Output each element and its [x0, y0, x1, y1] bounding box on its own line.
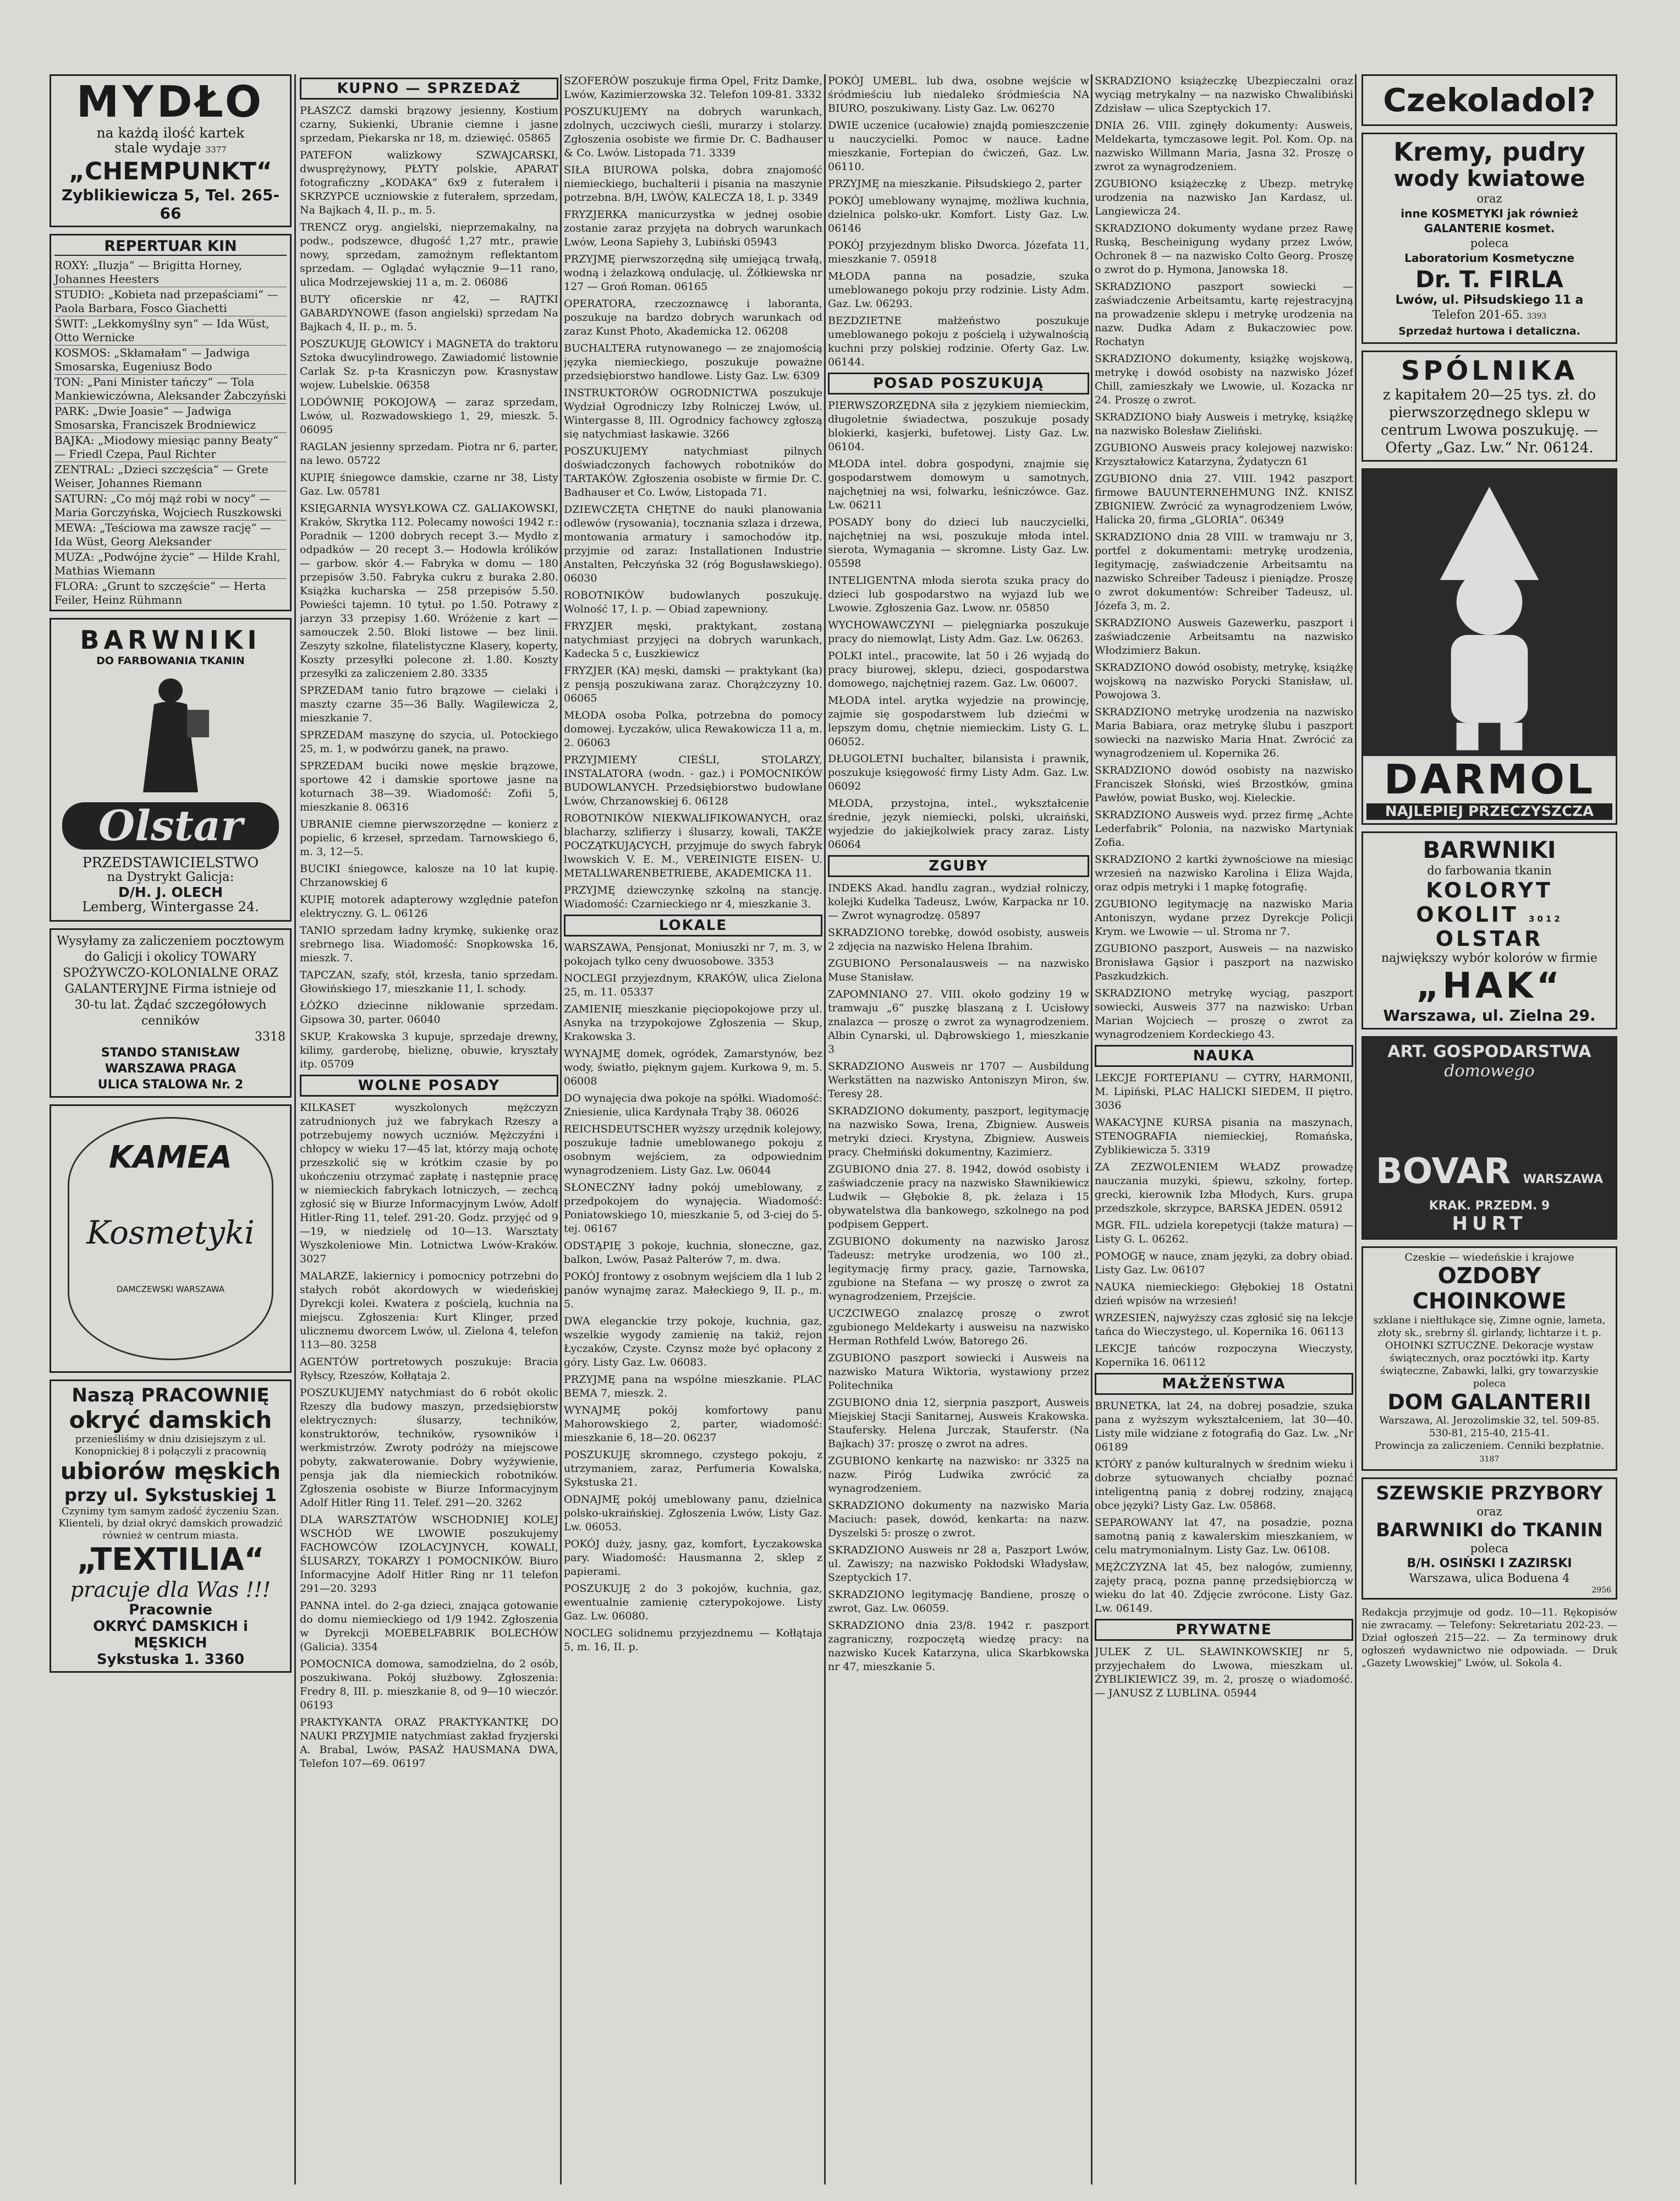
classified-ad: PRZYJMĘ na mieszkanie. Piłsudskiego 2, parter — [828, 178, 1082, 190]
bovar-hurt: HURT — [1452, 1213, 1527, 1235]
barwniki-olstar-ad — [50, 618, 292, 922]
repertuar-item: SATURN: „Co mój mąż robi w nocy“ — Maria Gorczyńska, Wojciech Ruszkowski — [54, 491, 287, 521]
column-6 — [1361, 74, 1617, 2184]
classified-ad: PRZYJMĘ pana na wspólne mieszkanie. PLAC BEMA 7, mieszk. 2. — [564, 1373, 822, 1399]
classified-ad: SKRADZIONO książeczkę Ubezpieczalni oraz wyciąg metrykalny — na nazwisko Chwalibiński Zdzisław — ulica Szeptyckich 17. — [1095, 75, 1353, 114]
classified-ad: PRZYJMĘ dziewczynkę szkolną na stancję. Wiadomość: Czarnieckiego nr 4, mieszkanie 3. — [564, 884, 822, 910]
olstar-brand: Olstar — [62, 802, 279, 850]
column-1 — [50, 74, 292, 2184]
classified-ad: MALARZE, lakiernicy i pomocnicy potrzebni do stałych robót akordowych w wiedeńskiej Dyrekcji kolei. Kwatera z pościelą, kuchnia na miejscu. Zgłoszenia: Kurt Klinger, przed ulicznemu dworcem Lwów, ul. Zielona 4, telefon 113—80. 3258 — [300, 1270, 558, 1351]
hak-brand: „HAK“ — [1416, 966, 1563, 1006]
classified-ad: DŁUGOLETNI buchalter, bilansista i prawnik, poszukuje księgowość firmy Listy Adm. Gaz. Lw. 06092 — [828, 753, 1089, 792]
classified-ad: MĘŻCZYZNA lat 45, bez nałogów, zumienny, zajęty pracą, pozna pannę przedsiębiorczą w wieku do lat 40. Zdjęcie zwrócone. Listy Gaz. Lw. 06149. — [1095, 1561, 1353, 1614]
szewskie-ad — [1361, 1477, 1617, 1600]
classified-ad: SKRADZIONO metrykę urodzenia na nazwisko Maria Babiara, oraz metrykę ślubu i paszport sowiecki na nazwisko Maria Hnat. Zwrócić za wynagrodzeniem ul. Kopernika 26. — [1095, 706, 1353, 759]
stando-number: 3318 — [255, 1030, 286, 1044]
classified-ad: OPERATORA, rzeczoznawcę i laboranta, poszukuje na bardzo dobrych warunkach od zaraz Kunst Photo, Akademicka 12. 06208 — [564, 298, 822, 337]
textilia-p2: OKRYĆ DAMSKICH i MĘSKICH — [93, 1618, 248, 1651]
classified-ad: MŁODA panna na posadzie, szuka umeblowanego pokoju przy rodzinie. Listy Adm. Gaz. Lw. 06293. — [828, 270, 1089, 310]
firla-line10: Sprzedaż hurtowa i detaliczna. — [1398, 325, 1580, 337]
classified-ad: DZIEWCZĘTA CHĘTNE do nauki planowania odlewów (rysowania), tocznania szlaza i drzewa, montowania armatury i samochodów itp. przyjmie od zaraz: Installationen Industrie Anstalten, Pełczyńska 32 (róg Bogusławskiego). 06030 — [564, 503, 822, 584]
classified-ad: ZAMIENIĘ mieszkanie pięciopokojowe przy ul. Asnyka na trzypokojowe Zgłoszenia — Skup, Krakowska 3. — [564, 1003, 822, 1043]
classified-ad: SEPAROWANY lat 47, na posadzie, pozna samotną panią z kawalerskim mieszkaniem, w celu matrymonialnym. Listy Gaz. Lw. 06108. — [1095, 1516, 1353, 1556]
kamea-title: KAMEA — [108, 1140, 233, 1175]
classified-ad: WYCHOWAWCZYNI — pielęgniarka poszukuje pracy do niemowląt, Listy Adm. Gaz. Lw. 06263. — [828, 619, 1089, 645]
textilia-slogan: pracuje dla Was !!! — [70, 1578, 271, 1602]
repertuar-item: TON: „Pani Minister tańczy“ — Tola Mankiewiczówna, Aleksander Żabczyński — [54, 375, 287, 404]
textilia-line2: okryć damskich — [69, 1406, 272, 1433]
classified-ad: WRZESIEŃ, najwyższy czas zgłosić się na lekcje tańca do Wieczystego, ul. Kopernika 16. 06113 — [1095, 1312, 1353, 1338]
dom-galanterii-ad — [1361, 1246, 1617, 1471]
classified-ad: POKÓJ duży, jasny, gaz, komfort, Łyczakowska pary. Wiadomość: Hausmanna 2, sklep z papierami. — [564, 1538, 822, 1578]
stando-text: Wysyłamy za zaliczeniem pocztowym do Galicji i okolicy TOWARY SPOŻYWCZO-KOLONIALNE ORAZ GALANTERYJNE Firma istnieje od 30-tu lat. Żądać szczegółowych cenników — [57, 934, 284, 1028]
repertuar-item: ROXY: „Iluzja“ — Brigitta Horney, Johannes Heesters — [54, 258, 287, 287]
firla-line1: Kremy, pudry — [1393, 137, 1585, 167]
classified-ad: NOCLEG solidnemu przyjezdnemu — Kołłątaja 5, m. 16, II. p. — [564, 1627, 822, 1653]
classified-ad: SKRADZIONO legitymację Bandiene, proszę o zwrot, Gaz. Lw. 06059. — [828, 1589, 1089, 1614]
bovar-address: KRAK. PRZEDM. 9 — [1429, 1199, 1550, 1213]
classified-ad: BRUNETKA, lat 24, na dobrej posadzie, szuka pana z wyższym wykształceniem, lat 30—40. Listy mile widziane z fotografią do Gaz. Lw. „Nr 06189 — [1095, 1400, 1353, 1453]
bovar-line1: ART. GOSPODARSTWA — [1387, 1042, 1591, 1061]
kamea-script: Kosmetyki — [86, 1214, 255, 1251]
classified-ad: BUCHALTERA rutynowanego — ze znajomością języka niemieckiego, poszukuje poważne przedsiębiorstwo handlowe. Listy Gaz. Lw. 6309 — [564, 342, 822, 382]
hak-number: 3012 — [1529, 914, 1563, 924]
bovar-line2: domowego — [1444, 1061, 1535, 1081]
section-heading-kupno: KUPNO — SPRZEDAŻ — [300, 78, 558, 100]
classified-ad: WAKACYJNE KURSA pisania na maszynach, STENOGRAFIA niemieckiej, Romańska, Zyblikiewicza 5. 3319 — [1095, 1116, 1353, 1156]
classified-ad: SPRZEDAM buciki nowe męskie brązowe, sportowe 42 i damskie sportowe jasne na koturnach 38—39. Wiadomość: Zofii 5, mieszkanie 8. 06316 — [300, 760, 558, 813]
classified-ad: MŁODA, przystojna, intel., wykształcenie średnie, język niemiecki, polski, ukraiński, wyjedzie do jakiejkolwiek pracy zaraz. Listy 06064 — [828, 797, 1089, 851]
hak-line5: OLSTAR — [1435, 927, 1544, 951]
section-heading-posad-poszukuja: POSAD POSZUKUJĄ — [828, 373, 1089, 395]
classified-ad: PANNA intel. do 2-ga dzieci, znająca gotowanie do domu niemieckiego od 1/9 1942. Zgłoszenia w Dyrekcji MOEBELFABRIK BOLECHÓW (Galicia). 3354 — [300, 1600, 558, 1653]
firla-line4: inne KOSMETYKI jak również GALANTERIE kosmet. — [1401, 207, 1578, 235]
section-heading-malzenstwa: MAŁŻEŃSTWA — [1095, 1373, 1353, 1395]
classified-ad: UBRANIE ciemne pierwszorzędne — konierz z popielic, 6 krzeseł, sprzedam. Tarnowskiego 6, m. 3, 12—5. — [300, 818, 558, 858]
classified-ad: SKRADZIONO Ausweis nr 1707 — Ausbildung Werkstätten na nazwisko Antoniszyn Miron, św. Teresy 28. — [828, 1060, 1089, 1100]
classified-ad: PRZYJMIEMY CIEŚLI, STOLARZY, INSTALATORA (wodn. - gaz.) i POMOCNIKÓW BUDOWLANYCH. Przedsiębiorstwo budowlane Lwów, Chrzanowskiej 6. 06128 — [564, 754, 822, 807]
classified-ad: ZGUBIONO dokumenty na nazwisko Jarosz Tadeusz: metryke urodzenia, wo 100 zł., legitymację firmy pracy, gazie, Tarnowska, zgubione na Stefana — wy proszę o zwrot za wynagrodzeniem, Przejście. — [828, 1235, 1089, 1302]
classified-ad: SKRADZIONO dokumenty na nazwisko Maria Maciuch: pasek, dowód, kenkarta: na nazw. Dyszelski 5: proszę o zwrot. — [828, 1499, 1089, 1539]
textilia-number: 3360 — [204, 1651, 245, 1668]
section-heading-prywatne: PRYWATNE — [1095, 1619, 1353, 1641]
classified-ad: FRYZJERKA manicurzystka w jednej osobie zostanie zaraz przyjęta na dobrych warunkach Lwów, Leona Sapiehy 3, Lubiński 05943 — [564, 209, 822, 248]
olstar-line2: na Dystrykt Galicja: — [107, 870, 234, 884]
column-rule — [294, 74, 296, 2184]
classified-ad: SKRADZIONO Ausweis nr 28 a, Paszport Lwów, ul. Zawiszy; na nazwisko Pokłodski Władysław, Szeptyckich 17. — [828, 1544, 1089, 1584]
section-heading-nauka: NAUKA — [1095, 1045, 1353, 1067]
classified-ad: SKRADZIONO dnia 28 VIII. w tramwaju nr 3, portfel z dokumentami: metrykę urodzenia, legitymację, zaświadczenie Arbeitsamtu na nazwisko Schreiber Tadeusz i pieniądze. Proszę o zwrot dokumentów: Schreiber Tadeusz, ul. Józefa 3, m. 2. — [1095, 531, 1353, 612]
classified-ad: LEKCJE FORTEPIANU — CYTRY, HARMONII, M. Lipiński, PLAC HALICKI SIEDEM, II piętro. 3036 — [1095, 1072, 1353, 1112]
classified-ad: DNIA 26. VIII. zginęły dokumenty: Ausweis, Meldekarta, tymczasowe legit. Pol. Kom. Op. na nazwisko Willmann Maria, Jasna 32. Proszę o zwrot za wynagrodzeniem. — [1095, 119, 1353, 173]
szewskie-line3: BARWNIKI do TKANIN — [1376, 1519, 1603, 1541]
classified-ad: RAGLAN jesienny sprzedam. Piotra nr 6, parter, na lewo. 05722 — [300, 441, 558, 467]
firla-ad — [1361, 133, 1617, 344]
classified-ad: ROBOTNIKÓW NIEKWALIFIKOWANYCH, oraz blacharzy, szlifierzy i ślusarzy, kowali, TAKŻE POCZĄTKUJĄCYCH, przyjmuje do swych fabryk lwowskich V. E. M., VEREINIGTE EISEN- U. METALLWARENBETRIEBE, AKADEMICKA 11. — [564, 812, 822, 879]
repertuar-item: MUZA: „Podwójne życie“ — Hilde Krahl, Mathias Wiemann — [54, 550, 287, 579]
classified-ad: PRZYJMĘ pierwszorzędną siłę umiejącą trwałą, wodną i żelazkową ondulację, ul. Żółkiewska nr 127 — Groń Roman. 06165 — [564, 253, 822, 293]
classified-ad: LEKCJE tańców rozpoczyna Wieczysty, Kopernika 16. 06112 — [1095, 1343, 1353, 1368]
classified-ad: PRAKTYKANTA ORAZ PRAKTYKANTKĘ DO NAUKI PRZYJMIE natychmiast zakład fryzjerski A. Brabal, Lwów, PASAŻ HAUSMANA DWA, Telefon 107—69. 06197 — [300, 1716, 558, 1770]
darmol-brand: DARMOL — [1383, 756, 1595, 803]
classified-ad: POSZUKUJEMY natychmiast do 6 robót okolic Rzeszy dla budowy maszyn, przedsiębiorstw elektrycznych: ślusarzy, techników, konstruktorów, techników, rysowników i werkmistrzów. Zwroty podróży na miejscowe pobyty, zakwaterowanie. Dobry wyżywienie, pensja jak dla niemieckich robotników. Zgłoszenia osobiste w Biurze Informacyjnym Adolf Hitler Ring 11. Telef. 291—20. 3262 — [300, 1387, 558, 1509]
classified-ad: POMOCNICA domowa, samodzielna, do 2 osób, poszukiwana. Pokój służbowy. Zgłoszenia: Fredry 8, III. p. mieszkanie 8, od 9—10 wieczór. 06193 — [300, 1658, 558, 1711]
section-heading-lokale: LOKALE — [564, 915, 822, 937]
firla-line6: Laboratorium Kosmetyczne — [1404, 251, 1574, 265]
classified-ad: POKÓJ przyjezdnym blisko Dworca. Józefata 11, mieszkanie 7. 05918 — [828, 239, 1089, 265]
column-rule — [1091, 74, 1092, 2184]
classified-ad: KUPIĘ motorek adapterowy względnie patefon elektryczny. G. L. 06126 — [300, 894, 558, 919]
spolnika-text: z kapitałem 20—25 tys. zł. do pierwszorzędnego sklepu w centrum Lwowa poszukuję. — Oferty „Gaz. Lw.“ Nr. 06124. — [1381, 387, 1598, 456]
repertuar-box — [50, 234, 292, 611]
firla-line7: Dr. T. FIRLA — [1415, 266, 1563, 293]
ozdoby-number: 3187 — [1479, 1455, 1500, 1464]
mydlo-brand: „CHEMPUNKT“ — [69, 157, 272, 185]
column-5 — [1095, 74, 1353, 2184]
classified-ad: BUCIKI śniegowce, kalosze na 10 lat kupię. Chrzanowskiej 6 — [300, 863, 558, 889]
classified-ad: POSZUKUJĘ 2 do 3 pokojów, kuchnia, gaz, ewentualnie zamienię czterypokojowe. Listy Gaz. Lw. 06080. — [564, 1583, 822, 1622]
bovar-city: WARSZAWA — [1523, 1173, 1604, 1186]
classified-ad: ZGUBIONO legitymację na nazwisko Maria Antoniszyn, wydane przez Dyrekcje Policji Krym. we Lwowie — ul. Stroma nr 7. — [1095, 898, 1353, 938]
classified-ad: POSZUKUJĘ skromnego, czystego pokoju, z utrzymaniem, zaraz, Perfumeria Kowalska, Sykstuska 21. — [564, 1449, 822, 1488]
classified-ad: SKUP, Krakowska 3 kupuje, sprzedaje drewny, kilimy, garderobę, bieliznę, obuwie, kryształy itp. 05709 — [300, 1031, 558, 1070]
classified-ad: ZGUBIONO paszport, Ausweis — na nazwisko Bronisława Gąsior i paszport na nazwisko Paszkudzkich. — [1095, 943, 1353, 982]
textilia-line5: przy ul. Sykstuskiej 1 — [64, 1485, 277, 1505]
section-heading-wolne-posady: WOLNE POSADY — [300, 1075, 558, 1097]
classified-ad: SPRZEDAM tanio futro brązowe — cielaki i maszty czarne 35—36 Bally. Wagilewicza 2, mieszkanie 7. — [300, 685, 558, 724]
hak-address: Warszawa, ul. Zielna 29. — [1383, 1006, 1596, 1025]
hak-line4: OKOLIT — [1416, 902, 1519, 927]
classified-ad: SKRADZIONO dokumenty wydane przez Rawę Ruską, Bescheinigung wydany przez Lwów, Ochronek 8 — na nazwisko Colto Georg. Proszę o zwrot do p. Hymona, Janowska 18. — [1095, 222, 1353, 276]
classified-ad: SIŁA BIUROWA polska, dobra znajomość niemieckiego, buchalterii i pisania na maszynie potrzebna. B/H, LWÓW, KALECZA 18, I. p. 3349 — [564, 164, 822, 204]
classified-ad: SKRADZIONO torebkę, dowód osobisty, ausweis 2 zdjęcia na nazwisko Helena Ibrahim. — [828, 927, 1089, 952]
barwniki-subtitle: DO FARBOWANIA TKANIN — [96, 655, 245, 667]
mydlo-line1: na każdą ilość kartek — [96, 125, 245, 141]
classified-ad: FRYZJER (KA) męski, damski — praktykant (ka) z pensją poszukiwana zaraz. Chorążczyzny 10. 06065 — [564, 665, 822, 704]
repertuar-item: FLORA: „Grunt to szczęście“ — Herta Feiler, Heinz Rühmann — [54, 579, 266, 606]
repertuar-item: ŚWIT: „Lekkomyślny syn“ — Ida Wüst, Otto Wernicke — [54, 316, 287, 346]
textilia-line3: przenieśliśmy w dniu dzisiejszym z ul. Konopnickiej 8 i połączyli z pracownią — [74, 1433, 267, 1457]
classified-ad: UCZCIWEGO znalazcę proszę o zwrot zgubionego Meldekarty i ausweisu na nazwisko Herman Rothfeld Lwów, Batorego 26. — [828, 1307, 1089, 1347]
textilia-brand: „TEXTILIA“ — [76, 1542, 265, 1578]
mydlo-address: Zyblikiewicza 5, Tel. 265-66 — [61, 186, 280, 222]
classified-ad: WYNAJMĘ domek, ogródek, Zamarstynów, bez wody, światło, pięknym gajem. Kurkowa 9, m. 5. 06008 — [564, 1048, 822, 1087]
firla-line5: poleca — [1470, 237, 1509, 250]
repertuar-item: BAJKA: „Miodowy miesiąc panny Beaty“ — Friedl Czepa, Paul Richter — [54, 433, 287, 462]
classified-ad: LODÓWNIĘ POKOJOWĄ — zaraz sprzedam, Lwów, ul. Rozwadowskiego 1, 29, mieszk. 5. 06095 — [300, 396, 558, 436]
kamea-band: DAMCZEWSKI WARSZAWA — [116, 1284, 225, 1294]
classified-ad: ODNAJMĘ pokój umeblowany panu, dzielnica polsko-ukraińskiej. Zgłoszenia Lwów, Listy Gaz. Lw. 06053. — [564, 1493, 822, 1533]
classified-ad: ZGUBIONO książeczkę z Ubezp. metrykę urodzenia na nazwisko Jan Kardasz, ul. Langiewicza 24. — [1095, 178, 1353, 217]
firla-line9: Telefon 201-65. — [1432, 308, 1523, 321]
column-rule — [824, 74, 826, 2184]
darmol-ad — [1361, 468, 1617, 825]
ozdoby-address: Warszawa, Al. Jerozolimskie 32, tel. 509-85. 530-81, 215-40, 215-41. — [1379, 1415, 1600, 1439]
repertuar-item: ZENTRAL: „Dzieci szczęścia“ — Grete Weiser, Johannes Riemann — [54, 462, 287, 491]
classified-ad: SKRADZIONO dnia 23/8. 1942 r. paszport zagraniczny, rozpoczętą wiedzę pracy: na nazwisko Kucek Katarzyna, ulica Skarbkowska nr 47, mieszkanie 5. — [828, 1619, 1089, 1673]
classified-ad: PŁASZCZ damski brązowy jesienny, Kostium czarny, Sukienki, Ubranie ciemne i jasne sprzedam, Piekarska nr 18, m. dziewięć. 05865 — [300, 105, 558, 144]
classified-ad: DO wynajęcia dwa pokoje na spółki. Wiadomość: Zniesienie, ulica Kardynała Trąby 38. 06026 — [564, 1092, 822, 1118]
textilia-line6: Czynimy tym samym zadość życzeniu Szan. Klienteli, by dział okryć damskich prowadzić również w centrum miasta. — [58, 1505, 283, 1541]
lady-figure-icon — [116, 671, 226, 798]
firla-line3: oraz — [1476, 192, 1502, 205]
classified-ad: SKRADZIONO metrykę wyciąg, paszport sowiecki, Ausweis 377 na nazwisko: Urban Marian Wojciech — proszę o zwrot za wynagrodzeniem Kordeckiego 43. — [1095, 987, 1353, 1041]
classified-ad: SZOFERÓW poszukuje firma Opel, Fritz Damke, Lwów, Kazimierzowska 32. Telefon 109-81. 3332 — [564, 75, 822, 101]
classified-ad: KTÓRY z panów kulturalnych w średnim wieku i dobrze sytuowanych chciałby poznać inteligentną panią z dobrej rodziny, znającą obce języki? Listy Gaz. Lw. 05868. — [1095, 1458, 1353, 1512]
classified-ad: JULEK Z UL. SŁAWINKOWSKIEJ nr 5, przyjechałem do Lwowa, mieszkam ul. ŻYBLIKIEWICZ 39, m. 2, proszę o wiadomość. — JANUSZ Z LUBLINA. 05944 — [1095, 1646, 1353, 1699]
darmol-slogan: NAJLEPIEJ PRZECZYSZCZA — [1366, 803, 1612, 820]
classified-ad: MŁODA osoba Polka, potrzebna do pomocy domowej. Łyczaków, ulica Rewakowicza 11 a, m. 2. 06063 — [564, 709, 822, 749]
classified-ad: BUTY oficerskie nr 42, — RAJTKI GABARDYNOWE (fason angielski) sprzedam Na Bajkach 4, II. p., m. 5. — [300, 293, 558, 333]
classified-ad: SŁONECZNY ładny pokój umeblowany, z przedpokojem do wynajęcia. Wiadomość: Poniatowskiego 10, mieszkanie 5, od 3-ciej do 5-tej. 06167 — [564, 1181, 822, 1235]
classified-ad: POKÓJ frontowy z osobnym wejściem dla 1 lub 2 panów wynajmę zaraz. Małeckiego 9, II. p., m. 5. — [564, 1271, 822, 1310]
classified-ad: REICHSDEUTSCHER wyższy urzędnik kolejowy, poszukuje ładnie umeblowanego pokoju z osobnym wejściem, za odpowiednim wynagrodzeniem. Listy Gaz. Lw. 06044 — [564, 1123, 822, 1176]
classified-ad: PIERWSZORZĘDNA siła z językiem niemieckim, długoletnie świadectwa, poszukuje posady blokierki, kasjerki, bufetowej. Listy Gaz. Lw. 06104. — [828, 399, 1089, 453]
column-2 — [300, 74, 558, 2184]
textilia-line1: Naszą PRACOWNIĘ — [72, 1384, 270, 1406]
firla-line8: Lwów, ul. Piłsudskiego 11 a — [1395, 293, 1584, 307]
classified-ad: DWA eleganckie trzy pokoje, kuchnia, gaz, wszelkie wygody zamienię na takiż, rejon Łyczaków, Czyste. Czynsz może być opłacony z góry. Listy Gaz. Lw. 06083. — [564, 1315, 822, 1368]
classified-ad: INTELIGENTNA młoda sierota szuka pracy do dzieci lub gospodarstwo na wyjazd lub we Lwowie. Zgłoszenia Gaz. Lwow. nr. 05850 — [828, 574, 1089, 614]
classified-ad: POSADY bony do dzieci lub nauczycielki, najchętniej na wsi, poszukuje młoda intel. sierota, Wymagania — skromne. Listy Gaz. Lw. 05598 — [828, 516, 1089, 570]
classified-ad: DWIE uczenice (ucałowie) znajdą pomieszczenie u nauczycielki. Pomoc w nauce. Ładne mieszkanie, Fortepian do ćwiczeń, Gaz. Lw. 06110. — [828, 119, 1089, 173]
ozdoby-brand: DOM GALANTERII — [1387, 1390, 1591, 1414]
classified-ad: INSTRUKTORÓW OGRODNICTWA poszukuje Wydział Ogrodniczy Izby Rolniczej Lwów, ul. Wintergasse 8, III. Ogrodnicy fachowcy zgłoszą się natychmiast łaskawie. 3266 — [564, 387, 822, 440]
hak-line2: do farbowania tkanin — [1427, 864, 1552, 877]
mydlo-title: MYDŁO — [76, 78, 265, 127]
hak-line1: BARWNIKI — [1423, 836, 1556, 863]
classified-ad: ZGUBIONO dnia 12, sierpnia paszport, Ausweis Miejskiej Stacji Sanitarnej, Ausweis Krakowska. Staufersky. Helena Jurczak, Stauferstr. (Na Bajkach) 37: proszę o zwrot na adres. — [828, 1397, 1089, 1450]
stando-sig2: WARSZAWA PRAGA — [105, 1062, 237, 1076]
classified-ad: BEZDZIETNE małżeństwo poszukuje umeblowanego pokoju z pościelą i używalnością kuchni przy polskiej rodzinie. Oferty Gaz. Lw. 06144. — [828, 315, 1089, 368]
classified-ad: WYNAJMĘ pokój komfortowy panu Mahorowskiego 2, parter, wiadomość: mieszkanie 6, 18—20. 06237 — [564, 1404, 822, 1444]
czekoladol-ad: Czekoladol? — [1361, 74, 1617, 126]
column-rule — [560, 74, 562, 2184]
hak-line3: KOLORYT — [1426, 878, 1553, 902]
ozdoby-line3: szklane i niełtłukące się, Zimne ognie, lameta, złoty sk., srebrny śl. girlandy, lichtarze i t. p. OHOINKI SZTUCZNE. Dekoracje wystaw świątecznych, oraz pocztówki itp. Karty świąteczne, Zabawki, lalki, gry towarzyskie poleca — [1373, 1315, 1606, 1389]
stando-sig3: ULICA STALOWA Nr. 2 — [97, 1078, 244, 1092]
column-rule — [1355, 74, 1357, 2184]
stando-ad — [50, 928, 292, 1098]
classified-ad: ZGUBIONO kenkartę na nazwisko: nr 3325 na nazw. Piróg Ludwika zwrócić za wynagrodzeniem. — [828, 1455, 1089, 1494]
olstar-line4: Lemberg, Wintergasse 24. — [82, 899, 259, 915]
classified-ad: POMOGĘ w nauce, znam języki, za dobry obiad. Listy Gaz. Lw. 06107 — [1095, 1250, 1353, 1276]
szewskie-line2: oraz — [1476, 1505, 1502, 1518]
szewskie-number: 2956 — [1591, 1586, 1611, 1595]
mydlo-ad — [50, 74, 292, 227]
ozdoby-line2: OZDOBY CHOINKOWE — [1412, 1263, 1567, 1314]
szewskie-line6: Warszawa, ulica Boduena 4 — [1409, 1572, 1570, 1585]
column-4 — [828, 74, 1089, 2184]
olstar-line1: PRZEDSTAWICIELSTWO — [82, 855, 259, 870]
stando-sig1: STANDO STANISŁAW — [101, 1046, 240, 1060]
column-3 — [564, 74, 822, 2184]
repertuar-item: MEWA: „Teściowa ma zawsze rację“ — Ida Wüst, Georg Aleksander — [54, 521, 287, 550]
classified-ad: NAUKA niemieckiego: Głębokiej 18 Ostatni dzień wpisów na wrzesień! — [1095, 1281, 1353, 1307]
classified-ad: ŁÓŻKO dziecinne niklowanie sprzedam. Gipsowa 30, parter. 06040 — [300, 1000, 558, 1026]
firla-line2: wody kwiatowe — [1393, 166, 1585, 191]
classified-ad: KILKASET wyszkolonych mężczyzn zatrudnionych już we fabrykach Rzeszy a potrzebujemy nowych uczniów. Mężczyźni i chłopcy w wieku 17—45 lat, którzy mają ochotę przeszkolić się w krótkim czasie by po ukończeniu otrzymać zapłatę i następnie pracę w niemieckich fabrykach lotniczych, — zechcą zgłosić się w Biurze Informacyjnym Lwów, Adolf Hitler-Ring 11, telef. 291-20. Godz. przyjęć od 9—19, w niedzielę od 10—13. Warsztaty Wyszkoleniowe Min. Lotnictwa Lwów-Kraków. 3027 — [300, 1102, 558, 1265]
classified-ad: SKRADZIONO Ausweis wyd. przez firmę „Achte Lederfabrik“ Polonia, na nazwisko Martyniak Zofia. — [1095, 809, 1353, 848]
redakcja-note: Redakcja przyjmuje od godz. 10—11. Rękopisów nie zwracamy. — Telefony: Sekretariatu 202-23. — Dział ogłoszeń 215—22. — Za terminowy druk ogłoszeń wydawnictwo nie odpowiada. — Druk „Gazety Lwowskiej“ Lwów, ul. Sokola 4. — [1361, 1607, 1617, 1669]
classified-ad: POLKI intel., pracowite, lat 50 i 26 wyjadą do pracy biurowej, sklepu, dzieci, gospodarstwa domowego, najchętniej razem. Gaz. Lw. 06007. — [828, 650, 1089, 689]
classified-ad: POKÓJ UMEBL. lub dwa, osobne wejście w śródmieściu lub niedaleko śródmieścia NA BIURO, poszukiwany. Listy Gaz. Lw. 06270 — [828, 75, 1089, 114]
kamea-ad — [50, 1104, 292, 1373]
classified-ad: ZGUBIONO Ausweis pracy kolejowej nazwisko: Krzyształowicz Katarzyna, Żydatyczn 61 — [1095, 442, 1353, 468]
lady-figure-illustration — [116, 671, 226, 798]
classified-ad: INDEKS Akad. handlu zagran., wydział rolniczy, kolejki Kudelka Tadeusz, Lwów, Karpacka nr 10. — Zwrot wynagrodzę. 05897 — [828, 882, 1089, 922]
classified-ad: SKRADZIONO dokumenty, paszport, legitymację na nazwisko Sowa, Irena, Zbigniew. Ausweis metryki dzieci. Krystyna, Zbigniew. Ausweis pracy. Chełmiński dokumentny, Kazimierz. — [828, 1105, 1089, 1158]
classified-ad: SPRZEDAM maszynę do szycia, ul. Potockiego 25, m. 1, w podwórzu ganek, na prawo. — [300, 729, 558, 755]
classified-ad: AGENTÓW portretowych poszukuje: Bracia Ryłscy, Rzeszów, Kołłątaja 2. — [300, 1356, 558, 1382]
classified-ad: POSZUKUJĘ GŁOWICY i MAGNETA do traktoru Sztoka dwucylindrowego. Zawiadomić listownie Carlak Sz. p-ta Krasniczyn pow. Krasnystaw wojew. Lubelskie. 06358 — [300, 338, 558, 391]
bovar-household-illustration — [1363, 1081, 1616, 1152]
classified-ad: SKRADZIONO dowód osobisty na nazwisko Franciszek Słoński, wieś Brzostków, gmina Pawłów, powiat Busko, woj. Kieleckie. — [1095, 764, 1353, 804]
repertuar-item: STUDIO: „Kobieta nad przepaściami“ — Paola Barbara, Fosco Giachetti — [54, 287, 287, 316]
classified-ad: ZGUBIONO dnia 27. 8. 1942, dowód osobisty i zaświadczenie pracy na nazwisko Sławnikiewicz Ludwik — Głębokie 8, pk. żelaza i 15 obywatelstwa dla bankowego, szkolnego na pod podpisem Geppert. — [828, 1163, 1089, 1230]
classified-ad: SKRADZIONO dowód osobisty, metrykę, książkę wojskową na nazwisko Porycki Stanisław, ul. Powojowa 3. — [1095, 661, 1353, 701]
classified-ad: ODSTĄPIĘ 3 pokoje, kuchnia, słoneczne, gaz, balkon, Lwów, Pasaż Palterów 7, m. dwa. — [564, 1240, 822, 1266]
darmol-gnome-illustration — [1363, 470, 1616, 756]
mydlo-number: 3377 — [205, 145, 227, 155]
ozdoby-note: Prowincja za zaliczeniem. Cenniki bezpłatnie. — [1374, 1440, 1605, 1452]
gnome-icon — [1363, 470, 1616, 756]
repertuar-title: REPERTUAR KIN — [54, 238, 287, 256]
classified-ad: TANIO sprzedam ładny krymkę, sukienkę oraz srebrnego lisa. Wiadomość: Snopkowska 16, mieszk. 7. — [300, 924, 558, 964]
bovar-ad — [1361, 1036, 1617, 1240]
classified-ad: TAPCZAN, szafy, stół, krzesła, tanio sprzedam. Głowińskiego 17, mieszkanie 11, I. schody. — [300, 969, 558, 995]
barwniki-arc-title: BARWNIKI — [80, 625, 261, 655]
bovar-brand: BOVAR — [1375, 1151, 1511, 1192]
classified-ad: KSIĘGARNIA WYSYŁKOWA CZ. GALIAKOWSKI, Kraków, Skrytka 112. Polecamy nowości 1942 r.: Poradnik — 1200 dobrych recept 3.— Mydło z odpadków — 20 recept 3.— Hodowla królików — garbow. skór 4.— Fabryka w domu — 180 przepisów 3.50. Fabryka cukru z buraka 2.80. Książka kucharska — 258 przepisów 5.50. Powieści tajemn. 10 tytuł. po 1.50. Potrawy z jarzyn 33 przepisy 1.60. Wróżenie z kart — samouczek 2.50. Bloki listowe — bez linii. Zeszyty szkolne, filatelistyczne Klasery, koperty, Koszty przesyłki polecone zł. 1.80. Koszty przesyłki za zaliczeniem 2.80. 3335 — [300, 502, 558, 680]
classified-ad: PATEFON walizkowy SZWAJCARSKI, dwusprężynowy, PŁYTY polskie, APARAT fotograficzny „KODAKA“ 6x9 z futerałem i SKRZYPCE uczniowskie z futerałem, sprzedam, Na Bajkach 4, II. p., m. 5. — [300, 149, 558, 216]
classified-ad: SKRADZIONO biały Ausweis i metrykę, książkę na nazwisko Bolesław Zieliński. — [1095, 411, 1353, 437]
classified-ad: FRYZJER męski, praktykant, zostaną natychmiast przyjęci na dobrych warunkach, Kadecka 5 c, Łuszkiewicz — [564, 620, 822, 660]
repertuar-item: PARK: „Dwie Joasie“ — Jadwiga Smosarska, Franciszek Brodniewicz — [54, 404, 287, 433]
classified-ad: MGR. FIL. udziela korepetycji (także matura) — Listy G. L. 06262. — [1095, 1219, 1353, 1245]
textilia-p1: Pracownie — [129, 1602, 212, 1618]
classified-ad: KUPIĘ śniegowce damskie, czarne nr 38, Listy Gaz. Lw. 05781 — [300, 472, 558, 497]
textilia-ad — [50, 1379, 292, 1673]
szewskie-line4: poleca — [1470, 1542, 1509, 1555]
hak-line6: największy wybór kolorów w firmie — [1381, 951, 1598, 965]
classified-ad: NOCLEGI przyjezdnym, KRAKÓW, ulica Zielona 25, m. 11. 05337 — [564, 972, 822, 998]
classified-ad: MŁODA intel. arytka wyjedzie na prowincję, zajmie się gospodarstwem lub dziećmi w lepszym domu, chętnie niemieckim. Listy G. L. 06052. — [828, 694, 1089, 748]
firla-number: 3393 — [1527, 312, 1547, 321]
textilia-p3: Sykstuska 1. — [96, 1651, 200, 1668]
szewskie-line5: B/H. OSIŃSKI I ZAZIRSKI — [1407, 1557, 1572, 1570]
classified-ad: DLA WARSZTATÓW WSCHODNIEJ KOLEJ WSCHÓD WE LWOWIE poszukujemy FACHOWCÓW IZOLACYJNYCH, KOWALI, ŚLUSARZY, TOKARZY I POMOCNIKÓW. Biuro Informacyjne Adolf Hitler Ring nr 11 telefon 291—20. 3293 — [300, 1514, 558, 1595]
classified-ad: SKRADZIONO Ausweis Gazewerku, paszport i zaświadczenie Arbeitsamtu na nazwisko Włodzimierz Bakun. — [1095, 617, 1353, 656]
classified-ad: ZGUBIONO paszport sowiecki i Ausweis na nazwisko Matura Wiktoria, wystawiony przez Politechnika — [828, 1352, 1089, 1392]
mydlo-line2: stale wydaje — [114, 140, 201, 156]
classified-ad: POSZUKUJEMY na dobrych warunkach, zdolnych, uczciwych cieśli, murarzy i stolarzy. Zgłoszenia osobiste we firmie Dr. C. Badhauser & Co. Lwów. Listopada 71. 3339 — [564, 106, 822, 159]
section-heading-zguby: ZGUBY — [828, 855, 1089, 877]
hak-ad — [1361, 831, 1617, 1030]
spolnika-title: SPÓLNIKA — [1401, 355, 1578, 386]
classified-ad: POKÓJ umeblowany wynajmę, możliwa kuchnia, dzielnica polsko-ukr. Komfort. Listy Gaz. Lw. 06146 — [828, 195, 1089, 234]
classified-ad: MŁODA intel. dobra gospodyni, znajmie się gospodarstwem domowym u samotnych, najchętniej na wsi, folwarku, leśniczówce. Gaz. Lw. 06211 — [828, 458, 1089, 511]
classified-ad: ZA ZEZWOLENIEM WŁADZ prowadzę nauczania muzyki, śpiewu, szkolny, fortep. grecki, kierownik Izba Młodych, Kurs. grupa przedszkole, skrzypce, BARSKA JEDEN. 05912 — [1095, 1161, 1353, 1214]
classified-ad: WARSZAWA, Pensjonat, Moniuszki nr 7, m. 3, w pokojach tylko ceny dwuosobowe. 3353 — [564, 941, 822, 967]
classified-ad: SKRADZIONO 2 kartki żywnościowe na miesiąc wrzesień na nazwisko Karolina i Eliza Wajda, oraz odpis metryki i 1 mapkę fotografię. — [1095, 853, 1353, 893]
classified-ad: TRENCZ oryg. angielski, nieprzemakalny, na podw., podszewce, długość 1,27 mtr., prawie nowy, sprzedam, zamożnym reflektantom sprzedam. — Oglądać wyłącznie 9—11 rano, ulica Modrzejewskiej 11 a, m. 2. 06086 — [300, 221, 558, 288]
classified-ad: ZGUBIONO Personalausweis — na nazwisko Muse Stanisław. — [828, 957, 1089, 983]
classified-ad: ZAPOMNIANO 27. VIII. około godziny 19 w tramwaju „6“ puszkę blaszaną z I. Ucisłowy znalazca — proszę o zwrot za wynagrodzeniem. Albin Cynarski, ul. Dąbrowskiego 1, mieszkanie 3 — [828, 988, 1089, 1055]
spolnika-ad — [1361, 351, 1617, 462]
classified-ad: SKRADZIONO paszport sowiecki — zaświadczenie Arbeitsamtu, kartę rejestracyjną na prowadzenie sklepu i metrykę urodzenia na nazw. Dudka Adam z Bukaczowiec pow. Rochatyn — [1095, 281, 1353, 348]
repertuar-item: KOSMOS: „Skłamałam“ — Jadwiga Smosarska, Eugeniusz Bodo — [54, 346, 287, 375]
ozdoby-line1: Czeskie — wiedeńskie i krajowe — [1404, 1251, 1574, 1263]
classified-ad: ZGUBIONO dnia 27. VIII. 1942 paszport firmowe BAUUNTERNEHMUNG INŻ. KNISZ ZBIGNIEW. Zwrócić za wynagrodzeniem Lwów, Halicka 20, firma „GLORIA“. 06349 — [1095, 473, 1353, 526]
textilia-line4: ubiorów męskich — [60, 1458, 281, 1485]
classified-ad: POSZUKUJEMY natychmiast pilnych doświadczonych fachowych robotników do TARTAKÓW. Zgłoszenia osobiste w firmie Dr. C. Badhauser et Co. Lwów, Listopada 71. — [564, 445, 822, 499]
olstar-line3: D/H. J. OLECH — [118, 884, 223, 900]
classified-ad: ROBOTNIKÓW budowlanych poszukuję. Wolność 17, I. p. — Obiad zapewniony. — [564, 589, 822, 615]
classified-ad: SKRADZIONO dokumenty, książkę wojskową, metrykę i dowód osobisty na nazwisko Józef Chill, zamieszkały we Lwowie, ul. Kozacka nr 24. Proszę o zwrot. — [1095, 353, 1353, 406]
szewskie-line1: SZEWSKIE PRZYBORY — [1376, 1482, 1603, 1504]
